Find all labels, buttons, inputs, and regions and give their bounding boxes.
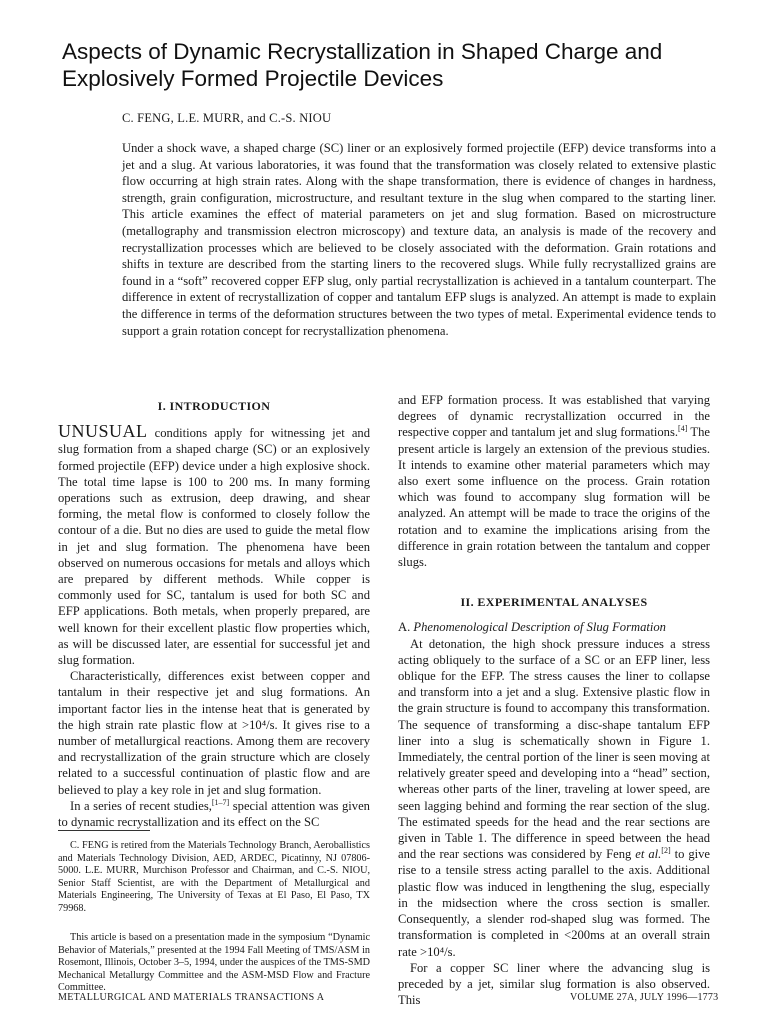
intro-continuation-text-a: and EFP formation process. It was established that varying degrees of dynamic recrystallization occurred in the respective copper and tantalum jet and slug formations. [398,393,710,440]
footnote-divider [58,830,150,831]
intro-continuation [398,392,710,570]
subsection-label: A. [398,620,411,635]
intro-paragraph-3 [58,798,370,830]
right-column [398,392,710,1008]
footnote-symposium: This article is based on a presentation made in the symposium “Dynamic Behavior of Materials,” presented at the 1994 Fall Meeting of TMS/ASM in Rosemont, Illinois, October 3–5, 1994, under the auspices of the TMS-SMD Mechanical Metallurgy Committee and the ASM-MSD Flow and Fracture Committee. [58,932,370,994]
subsection-heading [398,619,710,635]
experimental-paragraph-1-text-b: to give rise to a tensile stress acting parallel to the axis. Additional plastic flow was induced in lengthening the slug, especially in the midsection where the cross section is smaller. Consequently, a slender rod-shaped slug was formed. The transformation is completed in <200ms at an overall strain rate >10⁴/s. [398,847,710,959]
intro-paragraph-3-text-b: special attention was given to dynamic recrystallization and its effect on the SC [58,798,370,830]
footnote-affiliations: C. FENG is retired from the Materials Technology Branch, Aeroballistics and Materials Technology Division, AED, ARDEC, Picatinny, NJ 07806-5000. L.E. MURR, Murchison Professor and Chairman, and C.-S. NIOU, Senior Staff Scientist, are with the Department of Metallurgical and Materials Engineering, The University of Texas at El Paso, El Paso, TX 79968. [58,840,370,914]
dropcap-word: UNUSUAL [58,421,148,442]
intro-paragraph-1 [58,423,370,668]
experimental-paragraph-1-text-a: At detonation, the high shock pressure induces a stress acting obliquely to the surface of a SC or an EFP liner, less oblique for the EFP. The stress causes the liner to collapse and transform into a jet and a slug. Extensive plastic flow in the grain structure is found to accompany this transformation. The sequence of transforming a disc-shape tantalum EFP liner into a slug is schematically shown in Figure 1. Immediately, the central portion of the liner is seen moving at relatively greater speed and developing into a “head” section, whereas other parts of the liner, traveling at lower speed, are seen lagging behind and forming the rear section of the slug. The estimated speeds for the head and the rear sections are given in Table 1. The difference in speed between the head and the rear sections was considered by Feng [398,636,710,862]
citation-2: [2] [661,846,671,856]
experimental-paragraph-1 [398,636,710,960]
intro-paragraph-2: Characteristically, differences exist between copper and tantalum in their respective jet and slug formations. An important factor lies in the intense heat that is generated by the high strain rate plastic flow at >10⁴/s. It gives rise to a number of metallurgical reactions. Among them are recovery and recrystallization of the grain structure which are closely related to a successful continuation of plastic flow and are believed to play a key role in jet and slug formation. [58,669,370,797]
intro-continuation-text-b: The present article is largely an extension of the previous studies. It intends to examine other material parameters which may also exert some influence on the process. Grain rotation which was found to accompany slug formation will be analyzed. An attempt will be made to trace the origins of the rotation and to examine the implications arising from the difference in grain rotation between the tantalum and copper slugs. [398,425,710,570]
author-list: C. FENG, L.E. MURR, and C.-S. NIOU [122,111,332,125]
et-al: et al. [635,847,662,862]
left-column [58,392,370,830]
section-heading-experimental: II. EXPERIMENTAL ANALYSES [460,595,648,610]
experimental-paragraph-2: For a copper SC liner where the advancing slug is preceded by a jet, similar slug formation is also observed. This [398,960,710,1008]
subsection-title: Phenomenological Description of Slug Formation [413,620,666,635]
volume-page-footer: VOLUME 27A, JULY 1996—1773 [570,992,719,1003]
intro-paragraph-1-text: conditions apply for witnessing jet and slug formation from a shaped charge (SC) or an explosively formed projectile (EFP) device under a high explosive shock. The total time lapse is 100 to 200 ms. In many forming operations such as extrusion, deep drawing, and shear forming, the metal flow is conformed to closely follow the contour of a die. But no dies are used to guide the metal flow in jet and slug formation. The phenomena have been observed on numerous occasions for metals and alloys which are prepared by different methods. While copper is commonly used for SC, tantalum is used for both SC and EFP applications. Both metals, when properly prepared, are well known for their excellent plastic flow properties which, as will be discussed later, are essential for successful jet and slug formation. [58,426,370,668]
intro-paragraph-3-text-a: In a series of recent studies, [70,798,212,813]
citation-1-7: [1–7] [211,797,230,807]
citation-4: [4] [678,424,688,434]
article-title: Aspects of Dynamic Recrystallization in Shaped Charge and Explosively Formed Projectile Devices [62,39,663,91]
section-heading-introduction: I. INTRODUCTION [157,399,271,413]
journal-name-footer: METALLURGICAL AND MATERIALS TRANSACTIONS A [58,992,325,1003]
abstract: Under a shock wave, a shaped charge (SC) liner or an explosively formed projectile (EFP) device transforms into a jet and a slug. At various laboratories, it was found that the transformation was closely related to extensive plastic flow occurring at high strain rates. Along with the shape transformation, there is evidence of changes in hardness, strength, grain configuration, microstructure, and resultant texture in the slug when compared to the starting liner. This article examines the effect of material parameters on jet and slug formation. Based on microstructure (metallography and transmission electron microscopy) and texture data, an analysis is made of the recovery and recrystallization processes which are believed to be closely associated with the deformation. Grain rotations and shifts in texture are described from the starting liners to the recovered slugs. While fully recrystallized grains are found in a “soft” recovered copper EFP slug, only partial recrystallization is achieved in a tantalum counterpart. The difference in extent of recrystallization of copper and tantalum EFP slugs is analyzed. An attempt is made to explain the difference in terms of the deformation structures between the two types of metal. Experimental evidence tends to support a grain rotation concept for recrystallization phenomena. [122,141,716,338]
